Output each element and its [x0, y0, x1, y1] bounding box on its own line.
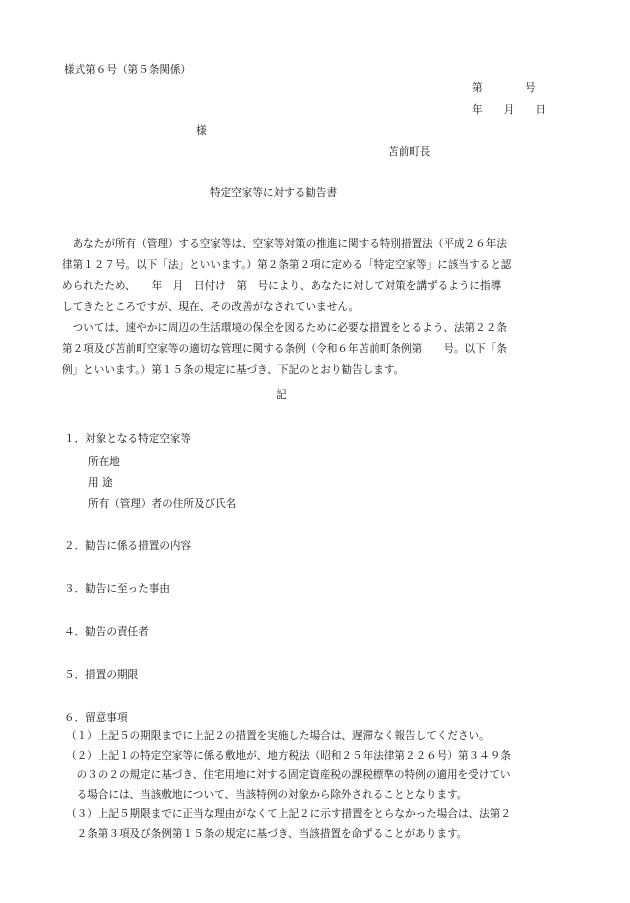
addressee-suffix: 様	[196, 125, 207, 137]
issuer-name: 苫前町長	[388, 146, 431, 158]
note-line: （１）上記５の期限までに上記２の措置を実施した場合は、遅滞なく報告してください。	[66, 730, 490, 742]
document-title: 特定空家等に対する勧告書	[210, 187, 338, 199]
document-number-line: 第 号	[472, 82, 536, 94]
body-line: められたため、 年 月 日付け 第 号により、あなたに対して対策を講ずるように指導	[62, 280, 502, 292]
note-line: （２）上記１の特定空家等に係る敷地が、地方税法（昭和２５年法律第２２６号）第３４９条	[66, 749, 511, 762]
body-line: あなたが所有（管理）する空家等は、空家等対策の推進に関する特別措置法（平成２６年法	[62, 238, 507, 250]
body-line: 例」といいます。）第１５条の規定に基づき、下記のとおり勧告します。	[62, 364, 405, 376]
note-line: （３）上記５期限までに正当な理由がなくて上記２に示す措置をとらなかった場合は、法第２	[66, 808, 511, 821]
item-usage: 用 途	[88, 477, 113, 489]
section-target-property: １．対象となる特定空家等	[64, 433, 192, 445]
section-reason: ３．勧告に至った事由	[64, 583, 170, 595]
body-line: ついては、速やかに周辺の生活環境の保全を図るために必要な措置をとるよう、法第２２条	[62, 322, 507, 334]
section-deadline: ５．措置の期限	[64, 669, 139, 681]
body-paragraph	[62, 234, 574, 381]
notes-list	[66, 727, 566, 845]
ki-heading: 記	[276, 389, 287, 401]
note-line: ２条第３項及び条例第１５条の規定に基づき、当該措置を命ずることがあります。	[66, 827, 468, 840]
body-line: 律第１２７号。以下「法」といいます。）第２条第２項に定める「特定空家等」に該当すると認	[62, 259, 512, 271]
form-label: 様式第６号（第５条関係）	[64, 64, 192, 76]
item-owner-info: 所有（管理）者の住所及び氏名	[88, 498, 237, 510]
body-line: してきたところですが、現在、その改善がなされていません。	[62, 301, 360, 313]
item-location: 所在地	[88, 456, 120, 468]
section-recommended-measures: ２．勧告に係る措置の内容	[64, 540, 192, 552]
document-date-line: 年 月 日	[472, 104, 547, 116]
section-notes: ６．留意事項	[64, 712, 128, 724]
section-responsible-person: ４．勧告の責任者	[64, 626, 149, 638]
note-line: の３の２の規定に基づき、住宅用地に対する固定資産税の課税標準の特例の適用を受けてい	[66, 769, 511, 782]
body-line: 第２項及び苫前町空家等の適切な管理に関する条例（令和６年苫前町条例第 号。以下「条	[62, 343, 507, 355]
note-line: る場合には、当該敷地について、当該特例の対象から除外されることとなります。	[66, 788, 468, 801]
